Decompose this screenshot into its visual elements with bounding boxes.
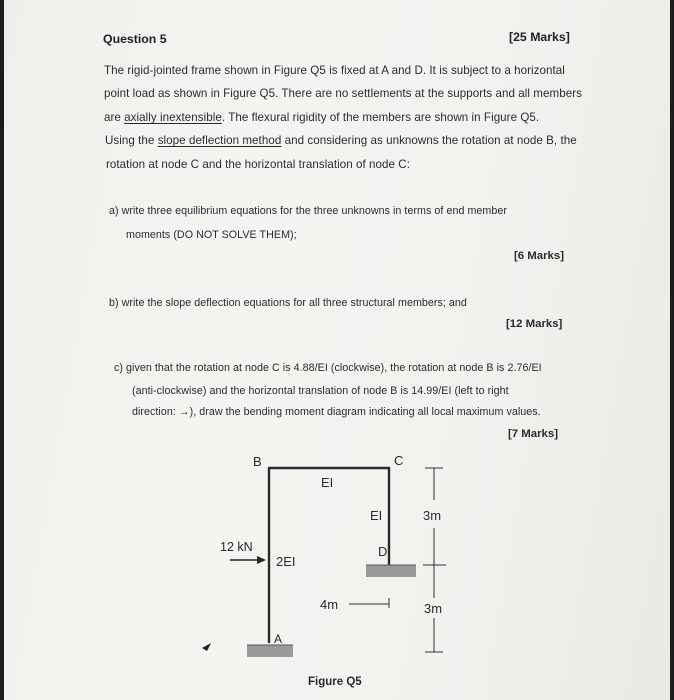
intro-line-3-pre: are bbox=[104, 111, 125, 124]
question-title: Question 5 bbox=[103, 32, 167, 46]
slope-deflection-term: slope deflection method bbox=[157, 134, 282, 147]
height-lower-label: 3m bbox=[424, 601, 443, 616]
total-marks: [25 Marks] bbox=[509, 30, 570, 44]
part-b-line-1: b) write the slope deflection equations for all three structural members; and bbox=[109, 297, 467, 309]
span-label: 4m bbox=[320, 597, 339, 612]
part-b-marks: [12 Marks] bbox=[506, 318, 563, 330]
part-c-line-1: c) given that the rotation at node C is 4.88/EI (clockwise), the rotation at node B is 2.76/EI bbox=[114, 362, 542, 374]
part-a-line-1: a) write three equilibrium equations for the three unknowns in terms of end member bbox=[109, 205, 507, 217]
part-a-line-2: moments (DO NOT SOLVE THEM); bbox=[126, 229, 297, 241]
part-c-line-3: direction: →), draw the bending moment diagram indicating all local maximum values. bbox=[132, 406, 541, 418]
load-arrow-head bbox=[257, 556, 266, 564]
intro-line-4-pre: Using the bbox=[105, 134, 158, 147]
pen-mark-icon bbox=[202, 643, 211, 651]
support-a bbox=[247, 645, 293, 657]
load-label: 12 kN bbox=[220, 540, 253, 554]
part-a-marks: [6 Marks] bbox=[514, 250, 565, 262]
part-c-line-2: (anti-clockwise) and the horizontal translation of node B is 14.99/EI (left to right bbox=[132, 385, 509, 397]
intro-line-3-post: . The flexural rigidity of the members are shown in Figure Q5. bbox=[221, 111, 540, 124]
node-d-label: D bbox=[378, 544, 388, 559]
intro-line-1: The rigid-jointed frame shown in Figure Q5 is fixed at A and D. It is subject to a horizontal bbox=[104, 64, 565, 77]
right-column-ei-label: EI bbox=[370, 508, 383, 523]
node-c-label: C bbox=[394, 453, 404, 468]
node-b-label: B bbox=[253, 454, 262, 469]
intro-line-5: rotation at node C and the horizontal translation of node C: bbox=[106, 158, 410, 171]
intro-line-4-post: and considering as unknowns the rotation at node B, the bbox=[281, 134, 577, 147]
node-a-label: A bbox=[274, 632, 283, 646]
left-column-ei-label: 2EI bbox=[276, 554, 296, 569]
intro-line-2: point load as shown in Figure Q5. There are no settlements at the supports and all members bbox=[104, 87, 582, 100]
height-upper-label: 3m bbox=[423, 508, 442, 523]
figure-q5 bbox=[4, 0, 670, 700]
exam-page bbox=[4, 0, 670, 700]
figure-caption: Figure Q5 bbox=[308, 676, 362, 688]
axially-inextensible-term: axially inextensible bbox=[124, 111, 222, 124]
beam-ei-label: EI bbox=[321, 475, 334, 490]
part-c-marks: [7 Marks] bbox=[508, 428, 559, 440]
support-d bbox=[366, 565, 416, 577]
